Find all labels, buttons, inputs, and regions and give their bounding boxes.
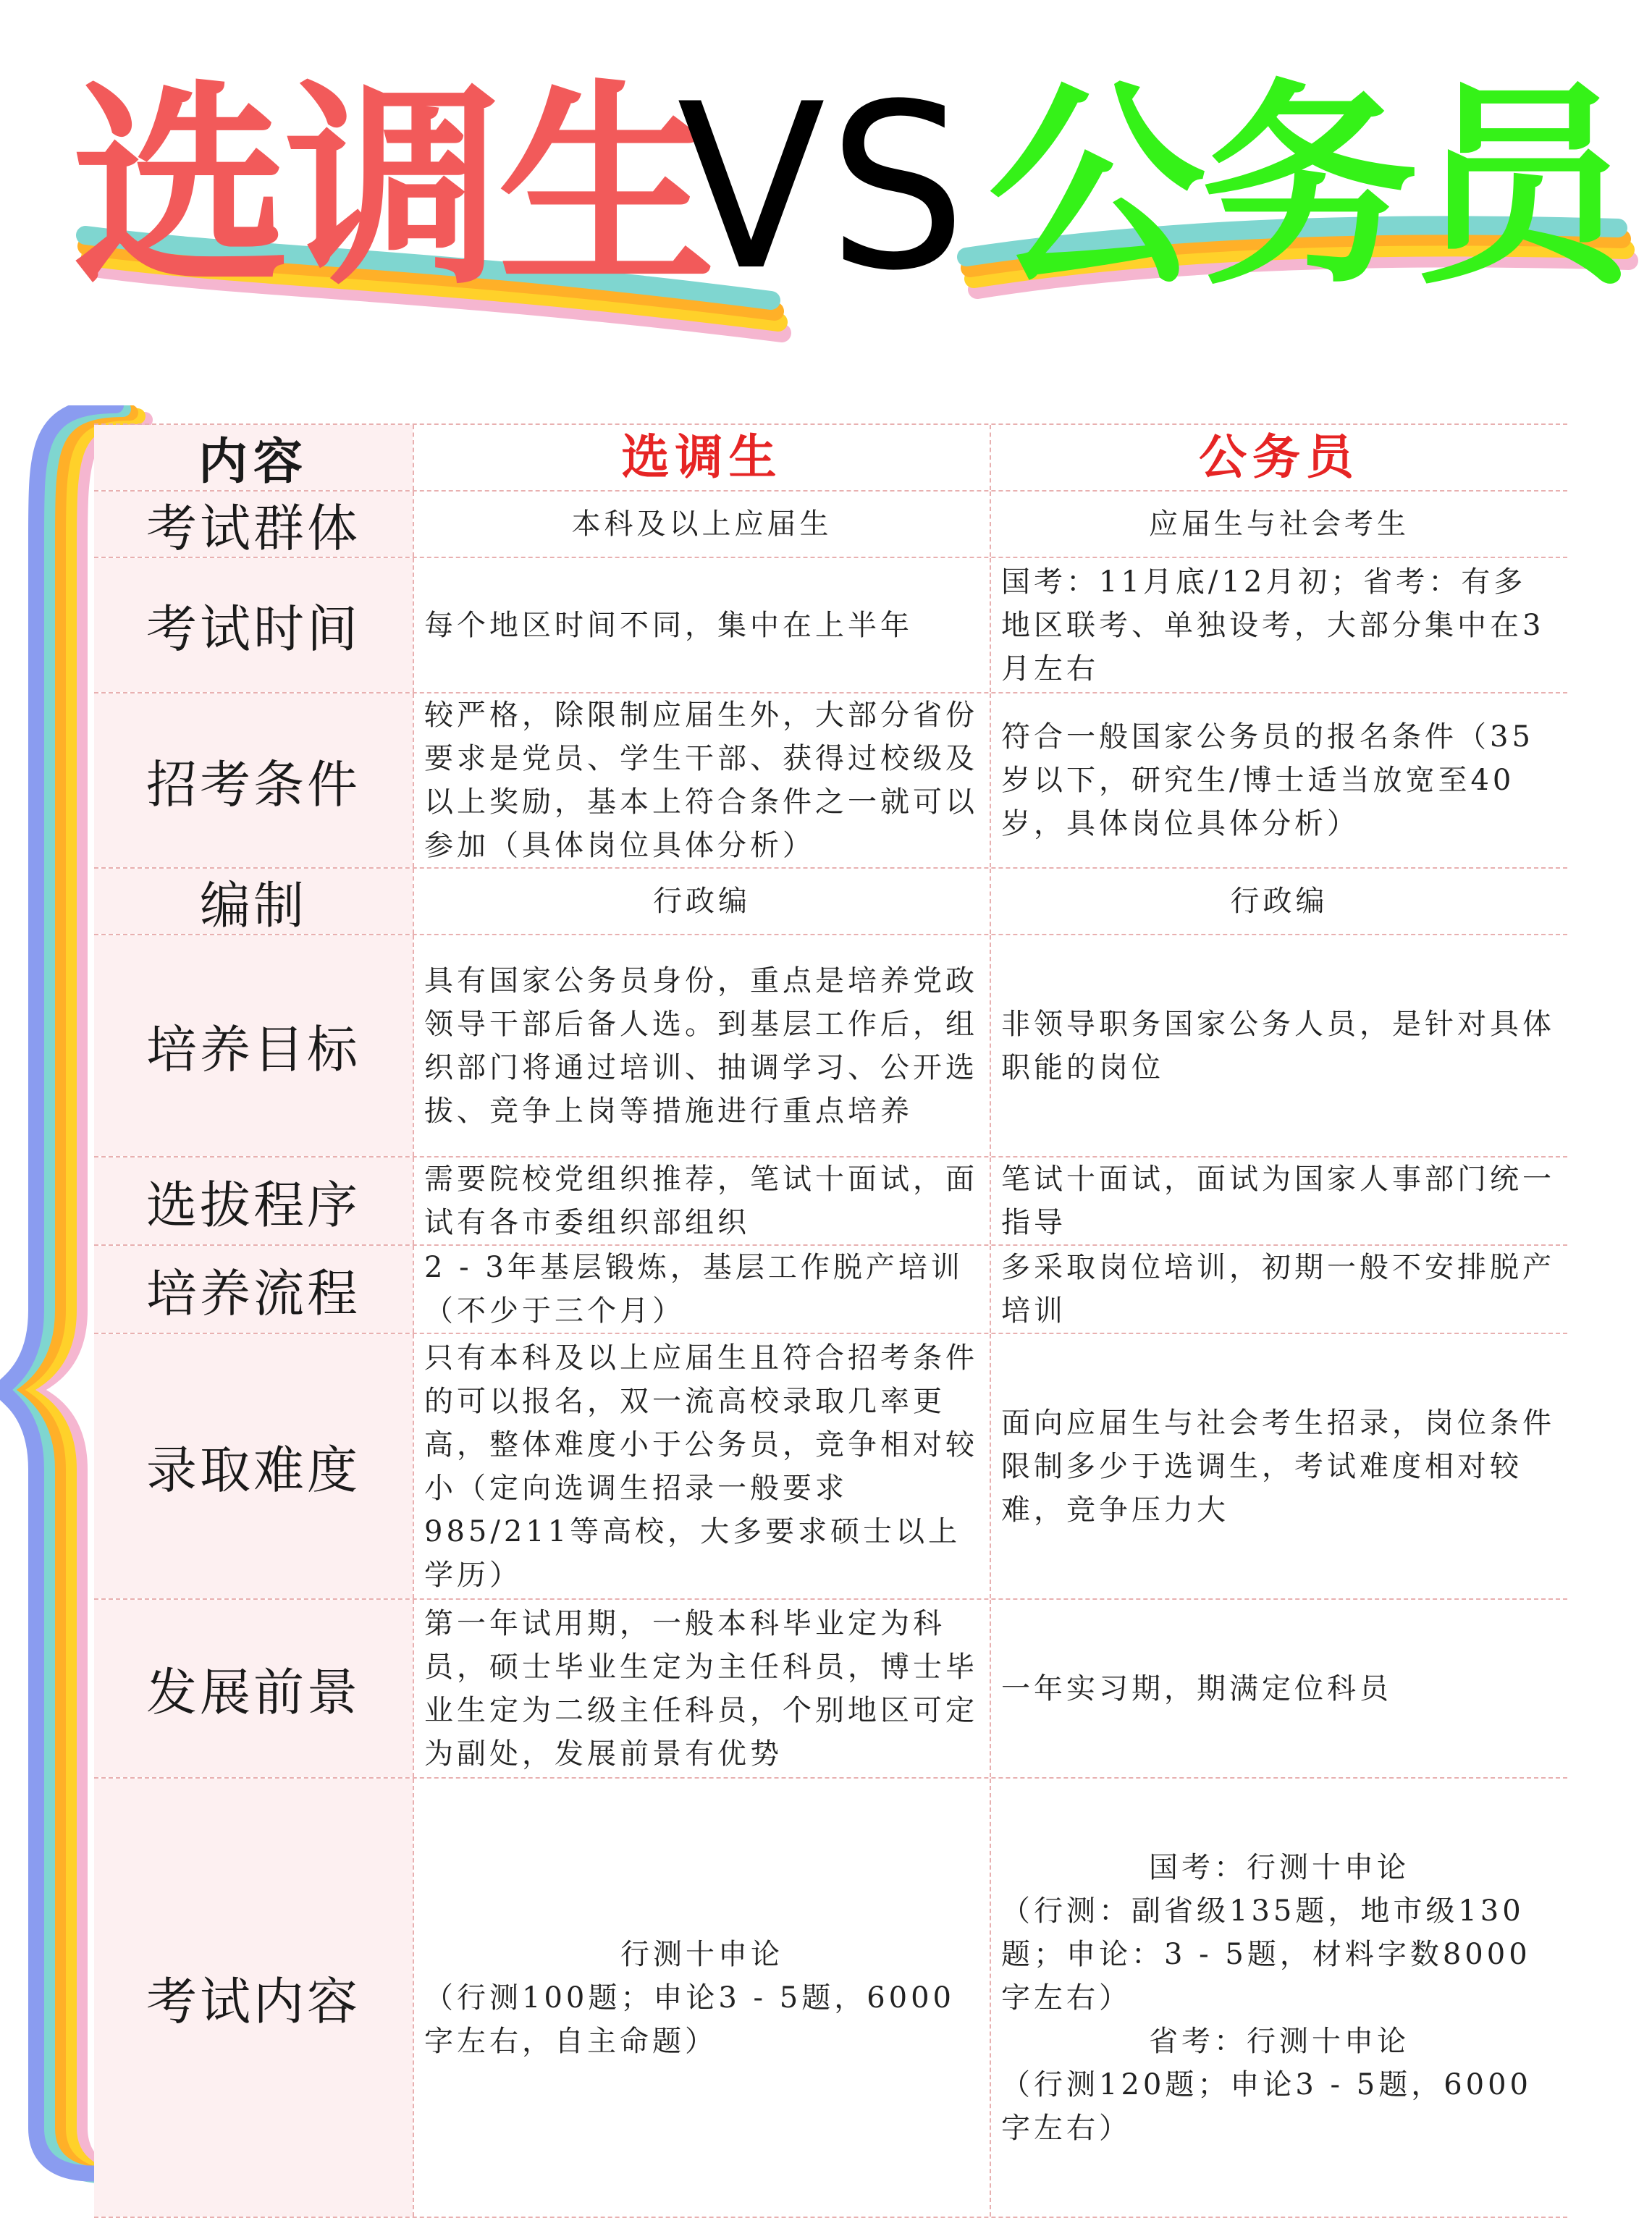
exam-detail: （行测100题；申论3 - 5题，6000字左右，自主命题） bbox=[424, 1981, 955, 2058]
table-row bbox=[94, 492, 1567, 558]
row-label: 编制 bbox=[94, 869, 413, 934]
cell-xuandiao: 较严格，除限制应届生外，大部分省份要求是党员、学生干部、获得过校级及以上奖励，基本上符合条件之一就可以参加（具体岗位具体分析） bbox=[413, 693, 990, 867]
cell-gongwuyuan: 多采取岗位培训，初期一般不安排脱产培训 bbox=[990, 1246, 1567, 1333]
cell-xuandiao: 需要院校党组织推荐，笔试十面试，面试有各市委组织部组织 bbox=[413, 1158, 990, 1244]
table-header-row bbox=[94, 425, 1567, 492]
cell-gongwuyuan: 国考：11月底/12月初；省考：有多地区联考、单独设考，大部分集中在3月左右 bbox=[990, 558, 1567, 692]
guokao-detail: （行测：副省级135题，地市级130题；申论：3 - 5题，材料字数8000字左右） bbox=[1001, 1894, 1531, 2015]
row-label: 选拔程序 bbox=[94, 1158, 413, 1244]
table-row bbox=[94, 693, 1567, 869]
title-vs: VS bbox=[677, 55, 969, 321]
table-row bbox=[94, 1779, 1567, 2218]
row-label: 考试内容 bbox=[94, 1779, 413, 2217]
cell-gongwuyuan: 笔试十面试，面试为国家人事部门统一指导 bbox=[990, 1158, 1567, 1244]
table-row bbox=[94, 935, 1567, 1158]
row-label: 考试时间 bbox=[94, 558, 413, 692]
table-row bbox=[94, 558, 1567, 693]
cell-gongwuyuan bbox=[990, 1779, 1567, 2217]
table-row bbox=[94, 1334, 1567, 1600]
title-right-word: 公务员 bbox=[988, 62, 1627, 314]
table-row bbox=[94, 1246, 1567, 1334]
exam-title: 行测十申论 bbox=[620, 1937, 783, 1971]
cell-gongwuyuan: 行政编 bbox=[990, 869, 1567, 934]
header-gongwuyuan: 公务员 bbox=[990, 425, 1567, 490]
cell-xuandiao: 只有本科及以上应届生且符合招考条件的可以报名，双一流高校录取几率更高，整体难度小于公务员，竞争相对较小（定向选调生招录一般要求985/211等高校，大多要求硕士以上学历） bbox=[413, 1334, 990, 1598]
cell-gongwuyuan: 一年实习期，期满定位科员 bbox=[990, 1600, 1567, 1777]
cell-gongwuyuan: 应届生与社会考生 bbox=[990, 492, 1567, 557]
cell-xuandiao: 第一年试用期，一般本科毕业定为科员，硕士毕业生定为主任科员，博士毕业生定为二级主任科员，个别地区可定为副处，发展前景有优势 bbox=[413, 1600, 990, 1777]
title-banner bbox=[0, 51, 1652, 355]
row-label: 招考条件 bbox=[94, 693, 413, 867]
comparison-table bbox=[94, 423, 1567, 2218]
guokao-title: 国考：行测十申论 bbox=[1149, 1850, 1409, 1884]
cell-gongwuyuan: 面向应届生与社会考生招录，岗位条件限制多少于选调生，考试难度相对较难，竞争压力大 bbox=[990, 1334, 1567, 1598]
cell-xuandiao: 具有国家公务员身份，重点是培养党政领导干部后备人选。到基层工作后，组织部门将通过培训、抽调学习、公开选拔、竞争上岗等措施进行重点培养 bbox=[413, 935, 990, 1156]
row-label: 培养目标 bbox=[94, 935, 413, 1156]
row-label: 考试群体 bbox=[94, 492, 413, 557]
header-xuandiaosheng: 选调生 bbox=[413, 425, 990, 490]
cell-xuandiao: 本科及以上应届生 bbox=[413, 492, 990, 557]
cell-gongwuyuan: 符合一般国家公务员的报名条件（35岁以下，研究生/博士适当放宽至40岁，具体岗位具体分析） bbox=[990, 693, 1567, 867]
title-left-word: 选调生 bbox=[72, 62, 711, 314]
row-label: 发展前景 bbox=[94, 1600, 413, 1777]
cell-xuandiao: 2 - 3年基层锻炼，基层工作脱产培训（不少于三个月） bbox=[413, 1246, 990, 1333]
cell-xuandiao: 每个地区时间不同，集中在上半年 bbox=[413, 558, 990, 692]
shengkao-detail: （行测120题；申论3 - 5题，6000字左右） bbox=[1001, 2067, 1532, 2145]
cell-xuandiao bbox=[413, 1779, 990, 2217]
table-row bbox=[94, 1158, 1567, 1246]
header-content: 内容 bbox=[94, 425, 413, 490]
shengkao-title: 省考：行测十申论 bbox=[1149, 2024, 1409, 2058]
table-row bbox=[94, 1600, 1567, 1779]
row-label: 培养流程 bbox=[94, 1246, 413, 1333]
cell-gongwuyuan: 非领导职务国家公务人员，是针对具体职能的岗位 bbox=[990, 935, 1567, 1156]
row-label: 录取难度 bbox=[94, 1334, 413, 1598]
table-row bbox=[94, 869, 1567, 935]
cell-xuandiao: 行政编 bbox=[413, 869, 990, 934]
